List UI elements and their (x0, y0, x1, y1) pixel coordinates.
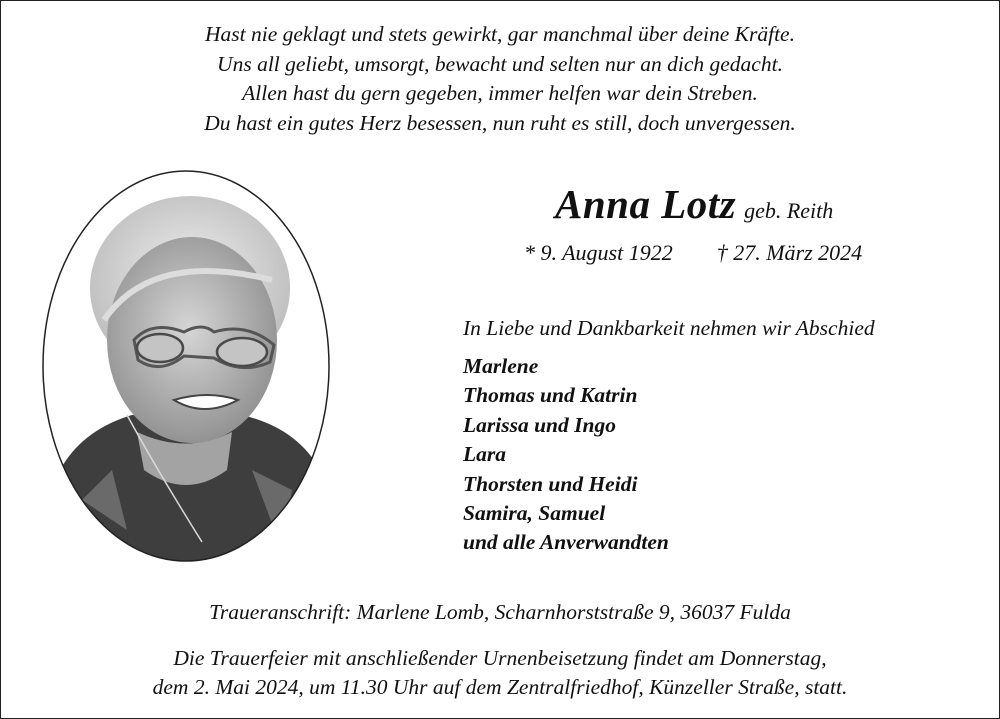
mourning-address: Traueranschrift: Marlene Lomb, Scharnhorststraße 9, 36037 Fulda (209, 600, 791, 624)
mourners-list (463, 352, 669, 558)
mourner: Marlene (463, 354, 539, 378)
mourner: Samira, Samuel (463, 501, 606, 526)
farewell-text: In Liebe und Dankbarkeit nehmen wir Abschied (463, 316, 875, 340)
deceased-name: Anna Lotz (555, 181, 737, 227)
mourner: Lara (463, 442, 506, 467)
poem-line: Uns all geliebt, umsorgt, bewacht und selten nur an dich gedacht. (217, 51, 783, 76)
ceremony-line: dem 2. Mai 2024, um 11.30 Uhr auf dem Zentralfriedhof, Künzeller Straße, statt. (152, 675, 848, 699)
ceremony-line: Die Trauerfeier mit anschließender Urnenbeisetzung findet am Donnerstag, (173, 646, 827, 670)
deceased-name-line (555, 180, 833, 228)
mourner: und alle Anverwandten (463, 530, 669, 555)
death-date: † 27. März 2024 (716, 240, 863, 265)
mourner: Larissa und Ingo (463, 412, 616, 437)
mourner: Thorsten und Heidi (463, 471, 638, 496)
life-dates (524, 240, 862, 266)
ceremony-info (0, 644, 1000, 702)
memorial-poem (0, 20, 1000, 138)
poem-line: Du hast ein gutes Herz besessen, nun ruht es still, doch unvergessen. (204, 110, 796, 135)
poem-line: Hast nie geklagt und stets gewirkt, gar manchmal über deine Kräfte. (205, 22, 795, 46)
mourner: Thomas und Katrin (463, 383, 638, 408)
maiden-name: geb. Reith (744, 198, 834, 223)
poem-line: Allen hast du gern gegeben, immer helfen war dein Streben. (242, 81, 758, 105)
birth-date: * 9. August 1922 (524, 240, 673, 265)
portrait-photo (42, 170, 330, 562)
